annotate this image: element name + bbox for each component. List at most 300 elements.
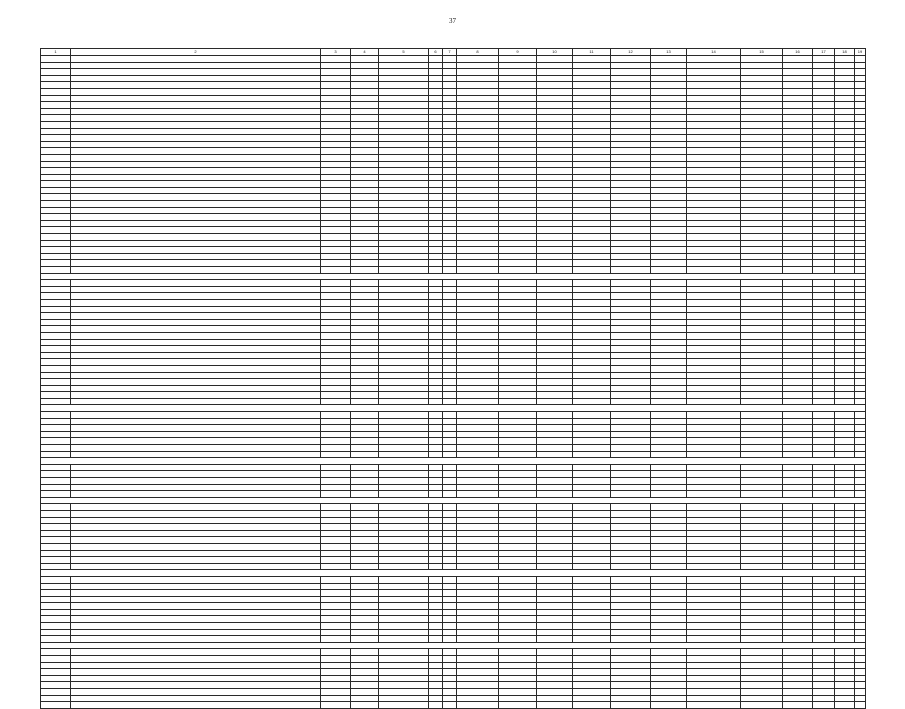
table-cell <box>537 636 573 643</box>
table-cell <box>611 445 651 452</box>
table-cell <box>443 392 457 399</box>
table-cell <box>813 187 835 194</box>
table-cell <box>71 306 321 313</box>
table-cell <box>835 603 855 610</box>
table-cell <box>687 543 741 550</box>
table-cell <box>71 543 321 550</box>
table-cell <box>651 365 687 372</box>
table-cell <box>321 563 351 570</box>
table-cell <box>41 95 71 102</box>
table-cell <box>429 220 443 227</box>
table-cell <box>651 576 687 583</box>
table-cell <box>835 56 855 63</box>
table-cell <box>499 623 537 630</box>
table-cell <box>573 148 611 155</box>
table-cell <box>651 339 687 346</box>
table-cell <box>379 675 429 682</box>
table-cell <box>351 590 379 597</box>
table-cell <box>537 609 573 616</box>
table-cell <box>41 412 71 419</box>
table-cell <box>835 471 855 478</box>
table-cell <box>537 702 573 709</box>
table-cell <box>321 669 351 676</box>
table-cell <box>687 695 741 702</box>
table-cell <box>687 286 741 293</box>
table-cell <box>379 56 429 63</box>
table-cell <box>813 669 835 676</box>
table-cell <box>351 346 379 353</box>
table-cell <box>41 135 71 142</box>
table-cell <box>321 108 351 115</box>
table-cell <box>457 596 499 603</box>
table-cell <box>813 412 835 419</box>
table-cell <box>813 326 835 333</box>
table-cell <box>443 412 457 419</box>
table-cell <box>687 517 741 524</box>
table-cell <box>611 346 651 353</box>
table-cell <box>321 385 351 392</box>
table-cell <box>443 583 457 590</box>
table-cell <box>71 464 321 471</box>
table-cell <box>499 260 537 267</box>
table-cell <box>41 56 71 63</box>
table-cell <box>443 181 457 188</box>
table-cell <box>855 108 866 115</box>
table-cell <box>71 530 321 537</box>
table-cell <box>835 596 855 603</box>
table-cell <box>351 662 379 669</box>
table-cell <box>457 675 499 682</box>
table-cell <box>741 563 783 570</box>
table-cell <box>351 135 379 142</box>
table-cell <box>651 689 687 696</box>
table-cell <box>537 207 573 214</box>
table-cell <box>783 379 813 386</box>
table-cell <box>687 636 741 643</box>
table-row <box>41 247 866 254</box>
table-cell <box>379 148 429 155</box>
table-cell <box>71 247 321 254</box>
table-cell <box>41 662 71 669</box>
table-cell <box>351 56 379 63</box>
column-number: 3 <box>321 49 351 56</box>
table-cell <box>611 326 651 333</box>
table-cell <box>457 286 499 293</box>
section-header <box>41 497 866 504</box>
table-cell <box>321 280 351 287</box>
table-cell <box>71 418 321 425</box>
table-cell <box>741 695 783 702</box>
table-cell <box>855 649 866 656</box>
table-cell <box>351 603 379 610</box>
table-cell <box>783 332 813 339</box>
table-cell <box>813 510 835 517</box>
table-cell <box>71 299 321 306</box>
table-cell <box>611 379 651 386</box>
table-row <box>41 267 866 274</box>
table-cell <box>611 227 651 234</box>
table-cell <box>443 88 457 95</box>
table-cell <box>41 603 71 610</box>
table-cell <box>499 247 537 254</box>
table-cell <box>855 431 866 438</box>
table-row <box>41 227 866 234</box>
table-cell <box>443 346 457 353</box>
table-cell <box>741 247 783 254</box>
table-cell <box>855 702 866 709</box>
table-cell <box>687 576 741 583</box>
table-cell <box>783 352 813 359</box>
table-row <box>41 95 866 102</box>
table-cell <box>321 234 351 241</box>
table-cell <box>687 253 741 260</box>
table-cell <box>457 365 499 372</box>
table-cell <box>429 339 443 346</box>
table-cell <box>321 609 351 616</box>
table-cell <box>741 398 783 405</box>
table-cell <box>573 451 611 458</box>
table-cell <box>537 234 573 241</box>
table-cell <box>71 590 321 597</box>
table-cell <box>835 154 855 161</box>
table-cell <box>813 62 835 69</box>
table-row <box>41 240 866 247</box>
table-cell <box>611 576 651 583</box>
column-number: 9 <box>499 49 537 56</box>
table-cell <box>41 247 71 254</box>
table-row <box>41 464 866 471</box>
table-cell <box>611 108 651 115</box>
table-cell <box>321 504 351 511</box>
table-cell <box>443 194 457 201</box>
table-cell <box>351 280 379 287</box>
table-cell <box>351 524 379 531</box>
table-cell <box>457 319 499 326</box>
table-cell <box>813 214 835 221</box>
table-cell <box>855 379 866 386</box>
table-cell <box>351 247 379 254</box>
table-cell <box>537 392 573 399</box>
table-row <box>41 636 866 643</box>
table-cell <box>457 280 499 287</box>
table-cell <box>71 319 321 326</box>
table-cell <box>429 636 443 643</box>
table-cell <box>71 372 321 379</box>
table-cell <box>835 557 855 564</box>
table-cell <box>457 656 499 663</box>
table-cell <box>651 194 687 201</box>
table-cell <box>783 181 813 188</box>
table-cell <box>573 207 611 214</box>
table-cell <box>321 121 351 128</box>
table-cell <box>741 352 783 359</box>
table-cell <box>321 95 351 102</box>
table-cell <box>573 253 611 260</box>
table-cell <box>813 702 835 709</box>
table-cell <box>813 557 835 564</box>
table-cell <box>41 675 71 682</box>
table-cell <box>41 530 71 537</box>
table-cell <box>651 286 687 293</box>
table-cell <box>321 616 351 623</box>
table-row <box>41 689 866 696</box>
table-cell <box>855 82 866 89</box>
table-row <box>41 168 866 175</box>
table-cell <box>41 326 71 333</box>
table-cell <box>379 168 429 175</box>
table-cell <box>651 234 687 241</box>
table-cell <box>379 418 429 425</box>
table-cell <box>321 306 351 313</box>
table-cell <box>651 135 687 142</box>
column-number: 16 <box>783 49 813 56</box>
table-cell <box>611 240 651 247</box>
table-cell <box>499 161 537 168</box>
table-cell <box>41 174 71 181</box>
table-cell <box>855 220 866 227</box>
table-row <box>41 478 866 485</box>
table-cell <box>783 524 813 531</box>
table-cell <box>457 662 499 669</box>
table-row <box>41 517 866 524</box>
table-cell <box>741 108 783 115</box>
table-cell <box>429 385 443 392</box>
table-cell <box>813 306 835 313</box>
table-cell <box>429 689 443 696</box>
table-cell <box>573 431 611 438</box>
table-cell <box>71 267 321 274</box>
table-cell <box>835 339 855 346</box>
table-cell <box>41 352 71 359</box>
table-cell <box>611 319 651 326</box>
table-cell <box>499 669 537 676</box>
table-cell <box>835 537 855 544</box>
table-cell <box>687 590 741 597</box>
table-cell <box>537 379 573 386</box>
table-cell <box>429 260 443 267</box>
table-cell <box>379 537 429 544</box>
table-cell <box>537 504 573 511</box>
table-cell <box>321 293 351 300</box>
table-cell <box>443 359 457 366</box>
table-cell <box>651 299 687 306</box>
table-cell <box>351 445 379 452</box>
table-cell <box>499 346 537 353</box>
table-cell <box>443 636 457 643</box>
table-row <box>41 365 866 372</box>
table-cell <box>855 372 866 379</box>
table-row <box>41 82 866 89</box>
table-cell <box>741 299 783 306</box>
table-cell <box>855 280 866 287</box>
table-cell <box>611 689 651 696</box>
table-cell <box>379 286 429 293</box>
table-cell <box>429 491 443 498</box>
table-cell <box>41 451 71 458</box>
table-cell <box>687 451 741 458</box>
table-cell <box>855 385 866 392</box>
table-cell <box>71 148 321 155</box>
table-cell <box>499 629 537 636</box>
table-cell <box>379 702 429 709</box>
table-cell <box>611 636 651 643</box>
table-cell <box>783 471 813 478</box>
table-cell <box>71 121 321 128</box>
table-row <box>41 537 866 544</box>
table-cell <box>443 62 457 69</box>
table-cell <box>813 260 835 267</box>
table-cell <box>855 478 866 485</box>
table-cell <box>855 543 866 550</box>
table-cell <box>457 682 499 689</box>
table-cell <box>783 609 813 616</box>
table-cell <box>855 234 866 241</box>
table-cell <box>687 471 741 478</box>
table-cell <box>351 504 379 511</box>
table-cell <box>443 689 457 696</box>
table-cell <box>687 299 741 306</box>
column-number: 14 <box>687 49 741 56</box>
table-cell <box>687 484 741 491</box>
table-cell <box>351 596 379 603</box>
table-cell <box>457 88 499 95</box>
table-cell <box>687 510 741 517</box>
table-row <box>41 339 866 346</box>
table-row <box>41 135 866 142</box>
table-cell <box>855 359 866 366</box>
table-cell <box>71 326 321 333</box>
table-cell <box>611 682 651 689</box>
table-cell <box>573 141 611 148</box>
table-cell <box>783 306 813 313</box>
table-cell <box>71 669 321 676</box>
table-row <box>41 451 866 458</box>
table-cell <box>457 669 499 676</box>
table-cell <box>71 623 321 630</box>
table-cell <box>855 530 866 537</box>
table-cell <box>71 253 321 260</box>
table-cell <box>813 352 835 359</box>
table-cell <box>351 253 379 260</box>
table-cell <box>741 253 783 260</box>
table-cell <box>813 135 835 142</box>
table-cell <box>41 537 71 544</box>
table-cell <box>651 517 687 524</box>
table-cell <box>651 306 687 313</box>
table-cell <box>429 418 443 425</box>
table-cell <box>573 629 611 636</box>
table-cell <box>813 524 835 531</box>
table-cell <box>71 280 321 287</box>
table-cell <box>71 616 321 623</box>
table-cell <box>457 629 499 636</box>
table-cell <box>573 623 611 630</box>
table-cell <box>835 517 855 524</box>
table-cell <box>71 392 321 399</box>
table-row <box>41 352 866 359</box>
table-cell <box>611 616 651 623</box>
table-cell <box>573 425 611 432</box>
table-cell <box>499 478 537 485</box>
table-cell <box>429 168 443 175</box>
table-row <box>41 583 866 590</box>
table-cell <box>687 603 741 610</box>
table-cell <box>41 445 71 452</box>
table-cell <box>537 596 573 603</box>
table-cell <box>457 227 499 234</box>
table-cell <box>71 695 321 702</box>
table-cell <box>537 88 573 95</box>
table-cell <box>855 451 866 458</box>
table-cell <box>499 234 537 241</box>
table-cell <box>855 464 866 471</box>
table-cell <box>41 471 71 478</box>
table-cell <box>813 154 835 161</box>
table-cell <box>499 168 537 175</box>
table-cell <box>813 543 835 550</box>
table-cell <box>443 438 457 445</box>
table-cell <box>71 286 321 293</box>
table-cell <box>651 616 687 623</box>
table-cell <box>41 148 71 155</box>
table-cell <box>499 379 537 386</box>
table-cell <box>499 240 537 247</box>
table-cell <box>537 590 573 597</box>
table-cell <box>813 537 835 544</box>
table-cell <box>835 319 855 326</box>
table-cell <box>443 563 457 570</box>
table-cell <box>783 293 813 300</box>
table-cell <box>41 82 71 89</box>
table-cell <box>687 214 741 221</box>
table-cell <box>379 464 429 471</box>
table-cell <box>443 247 457 254</box>
table-cell <box>651 557 687 564</box>
table-cell <box>321 339 351 346</box>
table-cell <box>611 603 651 610</box>
table-cell <box>741 510 783 517</box>
table-cell <box>835 682 855 689</box>
table-cell <box>321 537 351 544</box>
table-cell <box>457 616 499 623</box>
table-cell <box>537 675 573 682</box>
table-cell <box>321 662 351 669</box>
table-cell <box>71 379 321 386</box>
table-cell <box>611 194 651 201</box>
table-cell <box>611 174 651 181</box>
table-cell <box>855 662 866 669</box>
table-cell <box>687 596 741 603</box>
table-cell <box>379 682 429 689</box>
table-cell <box>537 161 573 168</box>
table-cell <box>687 227 741 234</box>
table-cell <box>835 662 855 669</box>
table-cell <box>855 517 866 524</box>
table-cell <box>855 154 866 161</box>
table-cell <box>687 161 741 168</box>
table-cell <box>499 332 537 339</box>
table-cell <box>835 478 855 485</box>
table-cell <box>835 227 855 234</box>
table-cell <box>611 675 651 682</box>
table-row <box>41 214 866 221</box>
table-cell <box>321 365 351 372</box>
table-cell <box>457 379 499 386</box>
table-cell <box>443 484 457 491</box>
table-cell <box>573 550 611 557</box>
table-cell <box>835 576 855 583</box>
table-cell <box>41 207 71 214</box>
